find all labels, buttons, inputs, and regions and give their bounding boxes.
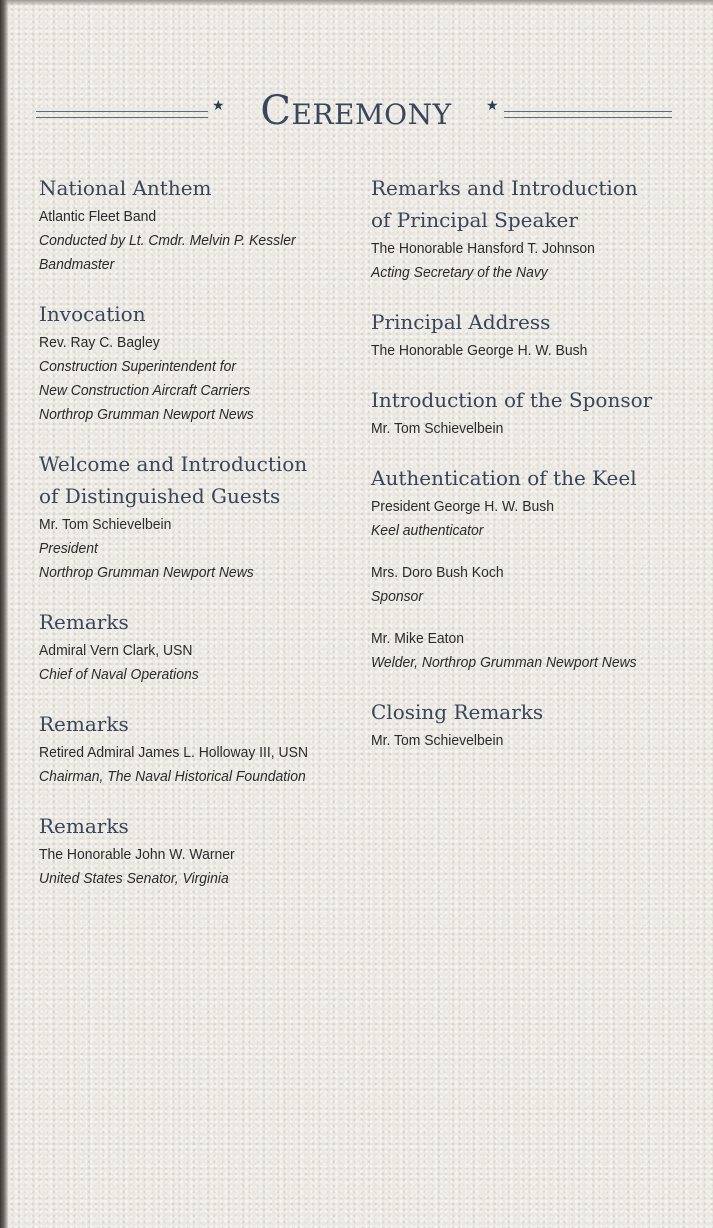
program-item <box>39 709 357 789</box>
program-item <box>39 449 357 585</box>
item-line: President George H. W. Bush <box>371 498 554 515</box>
item-heading: Closing Remarks <box>371 700 544 724</box>
item-line: The Honorable John W. Warner <box>39 846 235 863</box>
program-column-left <box>39 173 357 913</box>
item-line: Mr. Mike Eaton <box>371 630 465 647</box>
item-line: Rev. Ray C. Bagley <box>39 334 160 351</box>
item-line: Atlantic Fleet Band <box>39 208 157 225</box>
item-line: Acting Secretary of the Navy <box>371 264 548 281</box>
item-heading: of Principal Speaker <box>371 208 578 232</box>
header-rule-right <box>504 111 672 118</box>
item-line: United States Senator, Virginia <box>39 870 229 887</box>
item-line: Keel authenticator <box>371 522 484 539</box>
item-line: Sponsor <box>371 588 423 605</box>
page-spine-shadow <box>0 0 8 1228</box>
item-line: Mr. Tom Schievelbein <box>371 420 504 437</box>
star-icon: ★ <box>486 98 499 114</box>
item-line: Mrs. Doro Bush Koch <box>371 564 504 581</box>
item-heading: Remarks <box>39 814 129 838</box>
item-line: Retired Admiral James L. Holloway III, USN <box>39 744 309 761</box>
page-title: Ceremony <box>260 88 452 134</box>
program-item <box>371 173 691 285</box>
item-line: Mr. Tom Schievelbein <box>371 732 504 749</box>
program-item <box>39 811 357 891</box>
item-line: Welder, Northrop Grumman Newport News <box>371 654 637 671</box>
item-line: Construction Superintendent for <box>39 358 236 375</box>
item-line: Northrop Grumman Newport News <box>39 406 254 423</box>
item-heading: National Anthem <box>39 176 212 200</box>
item-line: New Construction Aircraft Carriers <box>39 382 251 399</box>
ceremony-header <box>36 88 676 142</box>
participant-group <box>371 627 691 675</box>
item-heading: Remarks and Introduction <box>371 176 638 200</box>
item-heading: Principal Address <box>371 310 551 334</box>
item-line: Bandmaster <box>39 256 115 273</box>
page-top-shadow <box>0 0 713 6</box>
program-item <box>371 697 691 753</box>
item-heading: Invocation <box>39 302 146 326</box>
program-item <box>371 385 691 441</box>
program-item <box>39 607 357 687</box>
star-icon: ★ <box>212 98 225 114</box>
participant-group <box>371 495 691 543</box>
program-item <box>371 463 691 675</box>
item-line: Northrop Grumman Newport News <box>39 564 254 581</box>
item-heading: Introduction of the Sponsor <box>371 388 653 412</box>
item-line: The Honorable Hansford T. Johnson <box>371 240 595 257</box>
item-line: Mr. Tom Schievelbein <box>39 516 172 533</box>
item-line: Conducted by Lt. Cmdr. Melvin P. Kessler <box>39 232 296 249</box>
item-heading: Remarks <box>39 610 129 634</box>
program-item <box>39 299 357 427</box>
item-line: President <box>39 540 98 557</box>
item-heading: Authentication of the Keel <box>371 466 637 490</box>
item-line: Chief of Naval Operations <box>39 666 199 683</box>
header-rule-left <box>36 111 208 118</box>
item-line: Admiral Vern Clark, USN <box>39 642 193 659</box>
program-item <box>39 173 357 277</box>
item-heading: Welcome and Introduction <box>39 452 308 476</box>
item-line: Chairman, The Naval Historical Foundation <box>39 768 306 785</box>
participant-group <box>371 561 691 609</box>
item-line: The Honorable George H. W. Bush <box>371 342 588 359</box>
program-item <box>371 307 691 363</box>
item-heading: of Distinguished Guests <box>39 484 281 508</box>
item-heading: Remarks <box>39 712 129 736</box>
program-column-right <box>371 173 691 775</box>
